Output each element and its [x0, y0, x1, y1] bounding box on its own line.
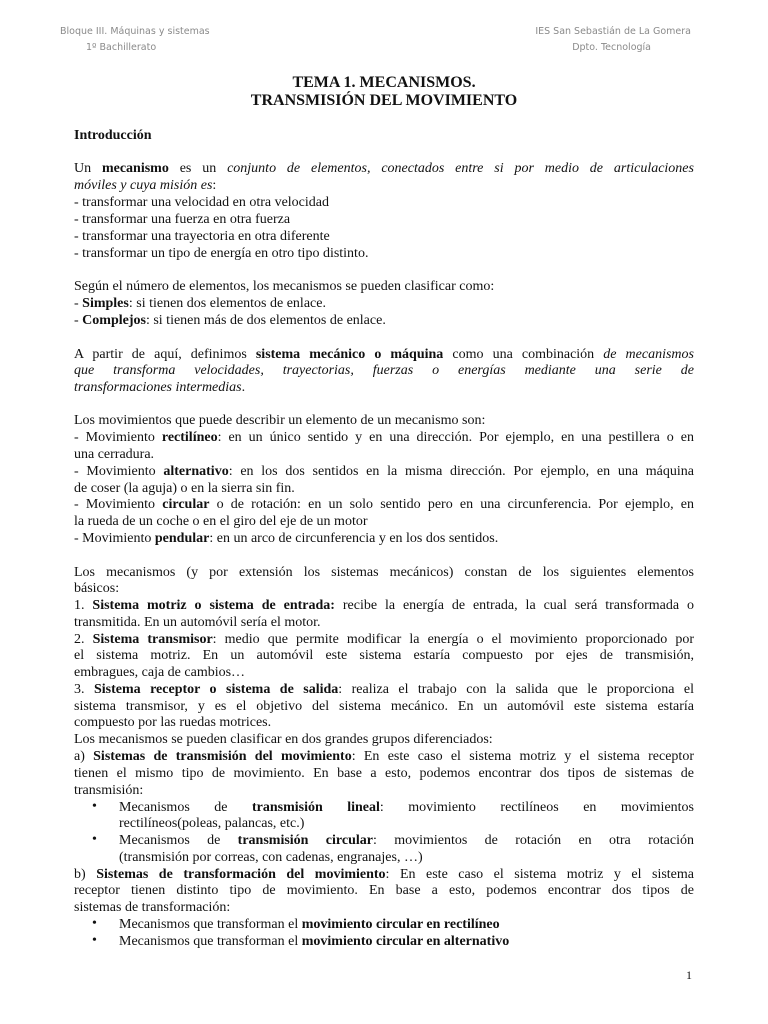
paragraph-line: transformaciones intermedias.: [74, 380, 246, 395]
list-item: - transformar una velocidad en otra velocidad: [74, 195, 330, 210]
paragraph-line: básicos:: [74, 581, 120, 596]
list-item: - Movimiento rectilíneo: en un único sentido y en una dirección. Por ejemplo, en una pestillera o en: [74, 430, 695, 445]
section-heading: Introducción: [74, 128, 152, 143]
list-item-continuation: el sistema motriz. En un automóvil este sistema estaría compuesto por ejes de transmisión,: [74, 648, 694, 663]
bullet-icon: •: [92, 933, 97, 948]
document-title-line-2: TRANSMISIÓN DEL MOVIMIENTO: [250, 92, 518, 109]
list-item: - Simples: si tienen dos elementos de enlace.: [74, 296, 326, 311]
bullet-icon: •: [92, 832, 97, 847]
list-item: 1. Sistema motriz o sistema de entrada: recibe la energía de entrada, la cual será transformada o: [74, 598, 695, 613]
list-item: - transformar una fuerza en otra fuerza: [74, 212, 291, 227]
bullet-icon: •: [92, 916, 97, 931]
list-item: 2. Sistema transmisor: medio que permite modificar la energía o el movimiento proporcionado por: [74, 632, 695, 647]
paragraph-line: Los movimientos que puede describir un elemento de un mecanismo son:: [74, 413, 486, 428]
paragraph-line: que transforma velocidades, trayectorias, fuerzas o energías mediante una serie de: [74, 363, 694, 378]
list-item-continuation: receptor tienen distinto tipo de movimiento. En base a esto, podemos encontrar dos tipos de: [74, 883, 694, 898]
list-item-continuation: la rueda de un coche o en el giro del eje de un motor: [74, 514, 368, 529]
bullet-item: Mecanismos que transforman el movimiento circular en alternativo: [119, 934, 510, 949]
header-school: IES San Sebastián de La Gomera: [535, 26, 691, 37]
paragraph-line: A partir de aquí, definimos sistema mecánico o máquina como una combinación de mecanismos: [74, 347, 694, 362]
list-item: a) Sistemas de transmisión del movimiento: En este caso el sistema motriz y el sistema receptor: [74, 749, 694, 764]
document-title-line-1: TEMA 1. MECANISMOS.: [292, 74, 476, 91]
paragraph-line: Los mecanismos (y por extensión los sistemas mecánicos) constan de los siguientes elementos: [74, 565, 694, 580]
bullet-item: Mecanismos de transmisión circular: movimientos de rotación en otra rotación: [119, 833, 694, 848]
page-number: 1: [686, 968, 692, 982]
list-item-continuation: embragues, caja de cambios…: [74, 665, 246, 680]
list-item: - transformar un tipo de energía en otro tipo distinto.: [74, 246, 369, 261]
list-item: - Movimiento alternativo: en los dos sentidos en la misma dirección. Por ejemplo, en una máquina: [74, 464, 694, 479]
header-subject: Bloque III. Máquinas y sistemas: [60, 26, 210, 37]
bullet-icon: •: [92, 799, 97, 814]
bullet-item-continuation: (transmisión por correas, con cadenas, engranajes, …): [119, 850, 423, 865]
bullet-item: Mecanismos que transforman el movimiento circular en rectilíneo: [119, 917, 500, 932]
list-item-continuation: sistemas de transformación:: [74, 900, 231, 915]
list-item: - Movimiento circular o de rotación: en un solo sentido pero en una circunferencia. Por ejemplo, en: [74, 497, 695, 512]
paragraph-line: Los mecanismos se pueden clasificar en dos grandes grupos diferenciados:: [74, 732, 493, 747]
list-item: 3. Sistema receptor o sistema de salida: realiza el trabajo con la salida que le proporciona el: [74, 682, 695, 697]
paragraph-line: móviles y cuya misión es:: [74, 178, 217, 193]
list-item-continuation: sistema transmisor, y es el objetivo del sistema mecánico. En un automóvil este sistema estaría: [74, 699, 694, 714]
paragraph-line: Un mecanismo es un conjunto de elementos, conectados entre si por medio de articulaciones: [74, 161, 694, 176]
list-item-continuation: de coser (la aguja) o en la sierra sin fin.: [74, 481, 295, 496]
list-item-continuation: tienen el mismo tipo de movimiento. En base a esto, podemos encontrar dos tipos de sistemas de: [74, 766, 694, 781]
list-item-continuation: compuesto por las ruedas motrices.: [74, 715, 272, 730]
paragraph-line: Según el número de elementos, los mecanismos se pueden clasificar como:: [74, 279, 495, 294]
list-item: b) Sistemas de transformación del movimiento: En este caso el sistema motriz y el sistema: [74, 867, 694, 882]
bullet-item-continuation: rectilíneos(poleas, palancas, etc.): [119, 816, 305, 831]
list-item-continuation: una cerradura.: [74, 447, 155, 462]
list-item: - transformar una trayectoria en otra diferente: [74, 229, 330, 244]
bullet-item: Mecanismos de transmisión lineal: movimiento rectilíneos en movimientos: [119, 800, 694, 815]
list-item-continuation: transmisión:: [74, 783, 144, 798]
list-item: - Movimiento pendular: en un arco de circunferencia y en los dos sentidos.: [74, 531, 499, 546]
header-course: 1º Bachillerato: [86, 42, 157, 53]
list-item-continuation: transmitida. En un automóvil sería el motor.: [74, 615, 321, 630]
header-department: Dpto. Tecnología: [572, 42, 651, 53]
list-item: - Complejos: si tienen más de dos elementos de enlace.: [74, 313, 386, 328]
